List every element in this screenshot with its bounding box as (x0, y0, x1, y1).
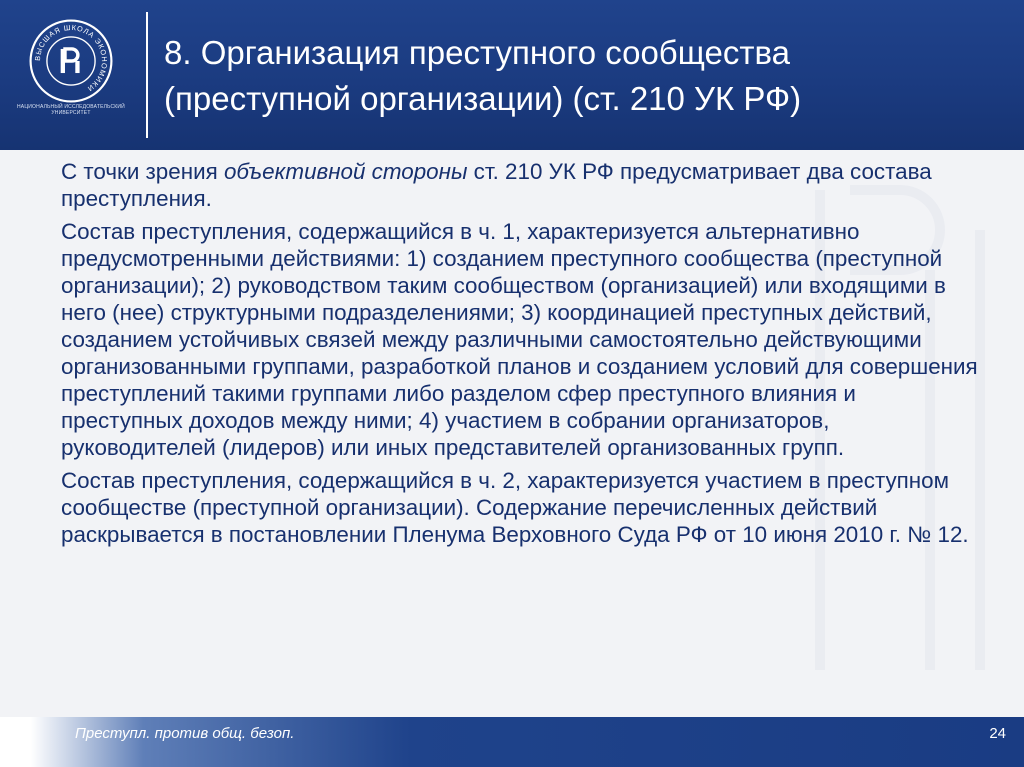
paragraph-3: Состав преступления, содержащийся в ч. 2, характеризуется участием в преступном сообществе (преступной организации). Содержание перечисленных действий раскрывается в постановлении Пленума Верховного Суда РФ от 10 июня 2010 г. № 12. (61, 468, 969, 547)
slide-body (61, 158, 981, 554)
title-line-2: (преступной организации) (ст. 210 УК РФ) (164, 80, 802, 117)
footer-text: Преступл. против общ. безоп. (75, 725, 295, 742)
paragraph-1: С точки зрения объективной стороны ст. 210 УК РФ предусматривает два состава преступления. (61, 159, 932, 211)
hse-logo (28, 18, 114, 104)
title-line-1: 8. Организация преступного сообщества (164, 34, 790, 71)
emphasis-objective-side: объективной стороны (223, 159, 468, 184)
slide-title (164, 30, 984, 122)
svg-text:ВЫСШАЯ ШКОЛА ЭКОНОМИКИ (33, 23, 109, 94)
paragraph-2: Состав преступления, содержащийся в ч. 1, характеризуется альтернативно предусмотренными действиями: 1) созданием преступного сообщества (преступной организации); 2) руководством таким сообществом (организацией) или входящими в него (нее) структурными подразделениями; 3) координацией преступных действий, созданием устойчивых связей между различными самостоятельно действующими организованными группами, разработкой планов и созданием условий для совершения преступлений такими группами либо разделом сфер преступного влияния и преступных доходов между ними; 4) участием в собрании организаторов, руководителей (лидеров) или иных представителей организованных групп. (61, 219, 978, 460)
logo-caption-line2: УНИВЕРСИТЕТ (51, 110, 91, 116)
logo-ring-text: ВЫСШАЯ ШКОЛА ЭКОНОМИКИ (32, 22, 110, 94)
logo-caption-line1: НАЦИОНАЛЬНЫЙ ИССЛЕДОВАТЕЛЬСКИЙ (17, 104, 125, 110)
header-divider (146, 12, 148, 138)
page-number: 24 (989, 725, 1006, 742)
logo-caption (14, 104, 128, 116)
